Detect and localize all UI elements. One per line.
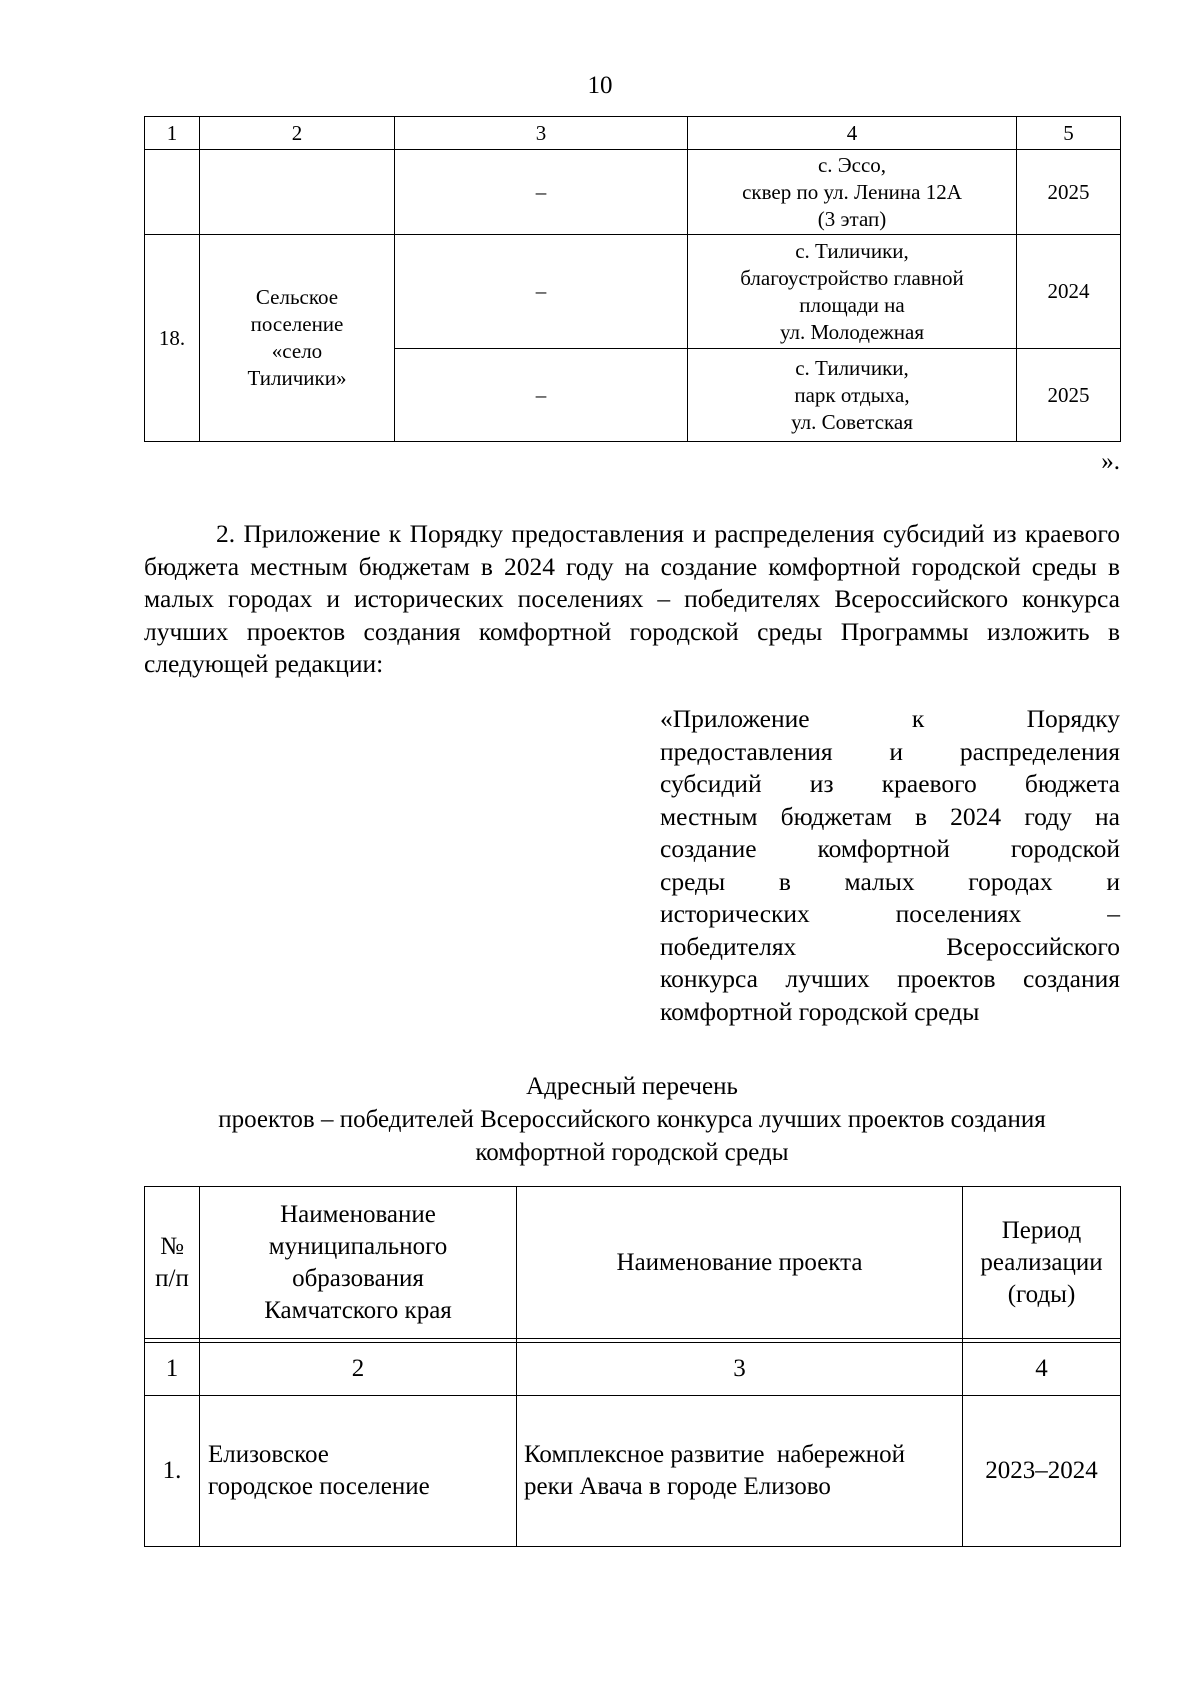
appendix-note [660, 703, 1120, 1028]
appendix-note-line: предоставления и распределения [660, 736, 1120, 766]
appendix-note-line: субсидий из краевого бюджета [660, 769, 1120, 798]
municipality-cell [200, 150, 395, 235]
address-line: (3 этап) [817, 206, 887, 231]
col-number-cell: 4 [688, 117, 1017, 150]
table-row [145, 235, 1121, 349]
address-cell [688, 235, 1017, 349]
year-cell: 2024 [1017, 235, 1121, 349]
col-number-cell: 2 [200, 117, 395, 150]
period-cell: 2023–2024 [963, 1396, 1121, 1547]
appendix-note-line: комфортной городской среды [660, 996, 980, 1026]
column-numbers-row [145, 1343, 1121, 1396]
address-line: благоустройство главной [740, 265, 964, 290]
header-line: Период [1001, 1216, 1082, 1244]
appendix-note-line: местным бюджетам в 2024 году на [660, 801, 1120, 831]
address-line: с. Эссо, [817, 152, 887, 177]
page-number: 10 [587, 72, 613, 99]
col3-cell: – [395, 235, 688, 349]
appendix-note-line: исторических поселениях – [660, 899, 1120, 928]
header-num-cell [145, 1187, 200, 1339]
table-row [145, 1396, 1121, 1547]
closing-quote: ». [1101, 448, 1120, 475]
table-header-row [145, 117, 1121, 150]
address-line: площади на [799, 292, 905, 317]
address-cell [688, 150, 1017, 235]
header-line: образования [292, 1264, 424, 1292]
row-number-cell [145, 150, 200, 235]
year-cell: 2025 [1017, 349, 1121, 442]
col-number-cell: 2 [200, 1343, 517, 1396]
paragraph-2: 2. Приложение к Порядку предоставления и распределения субсидий из краевого бюджета местным бюджетам в 2024 году на создание комфортной городской среды в малых городах и исторических поселениях – победителях Всероссийского конкурса лучших проектов создания комфортной городской среды Программы изложить в следующей редакции: [144, 519, 1120, 678]
list-title [144, 1070, 1120, 1169]
list-title-line: комфортной городской среды [475, 1139, 789, 1166]
header-line: муниципального [268, 1232, 448, 1260]
municipality-line: Елизовское [208, 1441, 329, 1468]
municipality-line: Сельское [255, 285, 339, 309]
col3-cell: – [395, 150, 688, 235]
table-header-row [145, 1187, 1121, 1339]
address-line: с. Тиличики, [795, 355, 909, 380]
municipality-line: «село [271, 339, 323, 363]
project-cell [517, 1396, 963, 1547]
top-table [144, 116, 1121, 442]
col-number-cell: 1 [145, 1343, 200, 1396]
col-number-cell: 3 [517, 1343, 963, 1396]
municipality-line: городское поселение [208, 1473, 430, 1500]
municipality-line: поселение [250, 312, 344, 336]
municipality-cell [200, 235, 395, 442]
address-line: с. Тиличики, [795, 238, 909, 263]
list-title-line: Адресный перечень [526, 1073, 738, 1100]
municipality-line: Тиличики» [247, 366, 347, 390]
appendix-note-line: победителях Всероссийского [660, 931, 1120, 961]
list-title-line: проектов – победителей Всероссийского конкурса лучших проектов создания [218, 1106, 1046, 1133]
address-line: ул. Советская [791, 409, 913, 434]
address-line: парк отдыха, [794, 382, 910, 407]
address-line: сквер по ул. Ленина 12А [742, 179, 962, 204]
header-line: реализации [980, 1248, 1103, 1276]
address-cell [688, 349, 1017, 442]
col-number-cell: 3 [395, 117, 688, 150]
projects-table [144, 1186, 1121, 1547]
header-line: (годы) [1007, 1280, 1076, 1308]
row-number-cell: 18. [145, 235, 200, 442]
year-cell: 2025 [1017, 150, 1121, 235]
appendix-note-line: среды в малых городах и [660, 866, 1120, 896]
col-number-cell: 1 [145, 117, 200, 150]
header-line: п/п [155, 1264, 189, 1292]
header-line: № [160, 1232, 184, 1260]
col-number-cell: 5 [1017, 117, 1121, 150]
table-row [145, 150, 1121, 235]
header-project-cell: Наименование проекта [517, 1187, 963, 1339]
project-line: Комплексное развитие набережной [524, 1441, 906, 1468]
col-number-cell: 4 [963, 1343, 1121, 1396]
appendix-note-line: конкурса лучших проектов создания [660, 964, 1120, 993]
appendix-note-line: создание комфортной городской [660, 834, 1120, 863]
address-line: ул. Молодежная [779, 319, 925, 344]
header-municipality-cell [200, 1187, 517, 1339]
col3-cell: – [395, 349, 688, 442]
project-line: реки Авача в городе Елизово [524, 1473, 831, 1500]
appendix-note-line: «Приложение к Порядку [660, 704, 1120, 733]
row-number-cell: 1. [145, 1396, 200, 1547]
municipality-cell [200, 1396, 517, 1547]
header-line: Камчатского края [264, 1296, 452, 1324]
header-line: Наименование [280, 1200, 436, 1228]
header-period-cell [963, 1187, 1121, 1339]
